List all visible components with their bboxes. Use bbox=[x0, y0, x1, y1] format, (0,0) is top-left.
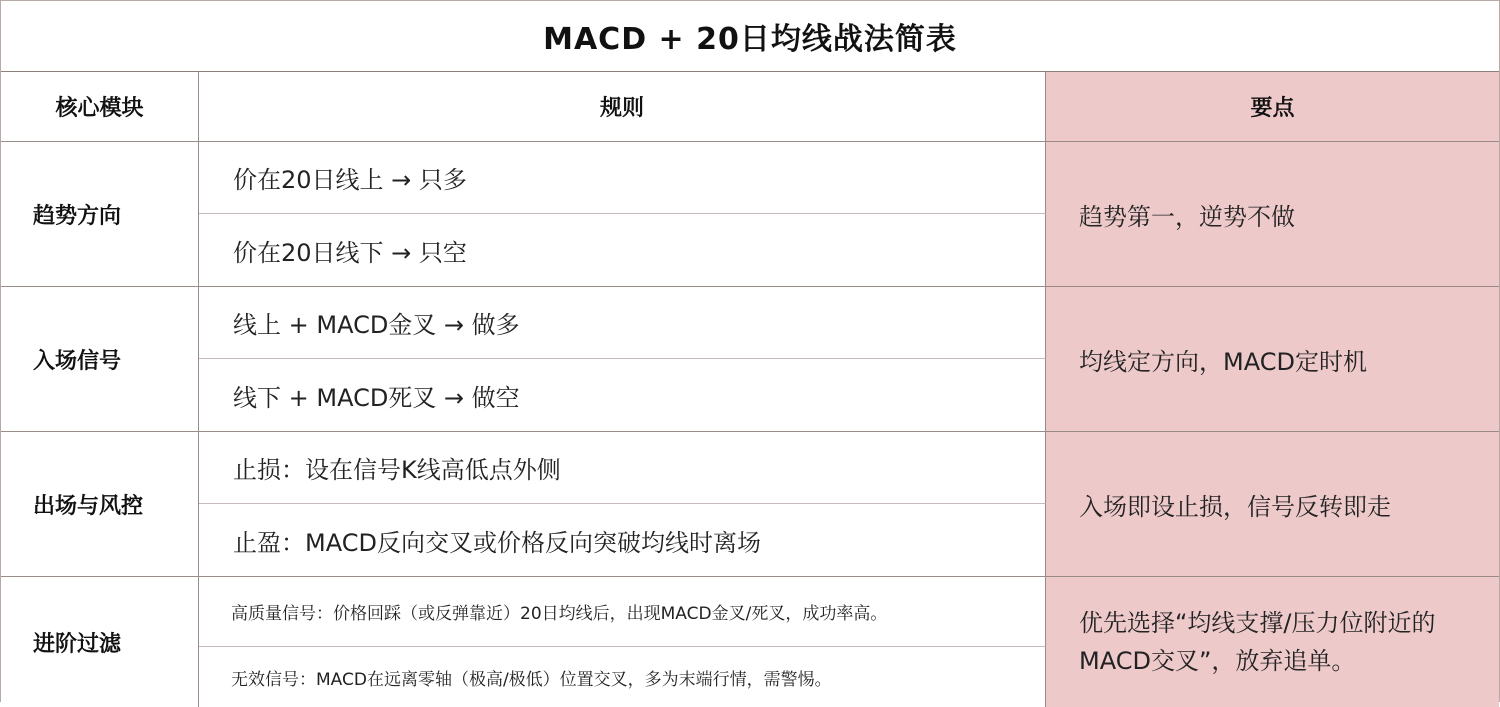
key-point-cell: 入场即设止损，信号反转即走 bbox=[1046, 432, 1499, 577]
module-cell: 出场与风控 bbox=[1, 432, 199, 577]
key-point-cell: 趋势第一，逆势不做 bbox=[1046, 142, 1499, 287]
header-module: 核心模块 bbox=[1, 72, 199, 142]
header-key: 要点 bbox=[1046, 72, 1499, 142]
module-cell: 入场信号 bbox=[1, 287, 199, 432]
rule-cell: 价在20日线下 → 只空 bbox=[199, 214, 1046, 287]
rule-cell: 线下 + MACD死叉 → 做空 bbox=[199, 359, 1046, 432]
rule-cell: 价在20日线上 → 只多 bbox=[199, 142, 1046, 214]
rule-cell: 止盈：MACD反向交叉或价格反向突破均线时离场 bbox=[199, 504, 1046, 577]
rule-cell: 线上 + MACD金叉 → 做多 bbox=[199, 287, 1046, 359]
key-point-cell: 优先选择“均线支撑/压力位附近的MACD交叉”，放弃追单。 bbox=[1046, 577, 1499, 707]
rule-cell: 止损：设在信号K线高低点外侧 bbox=[199, 432, 1046, 504]
rule-cell: 无效信号：MACD在远离零轴（极高/极低）位置交叉，多为末端行情，需警惕。 bbox=[199, 647, 1046, 707]
module-cell: 趋势方向 bbox=[1, 142, 199, 287]
header-rule: 规则 bbox=[199, 72, 1046, 142]
table-grid bbox=[1, 72, 1499, 702]
table-title: MACD + 20日均线战法简表 bbox=[1, 0, 1499, 72]
rule-cell: 高质量信号：价格回踩（或反弹靠近）20日均线后，出现MACD金叉/死叉，成功率高。 bbox=[199, 577, 1046, 647]
module-cell: 进阶过滤 bbox=[1, 577, 199, 707]
key-point-cell: 均线定方向，MACD定时机 bbox=[1046, 287, 1499, 432]
